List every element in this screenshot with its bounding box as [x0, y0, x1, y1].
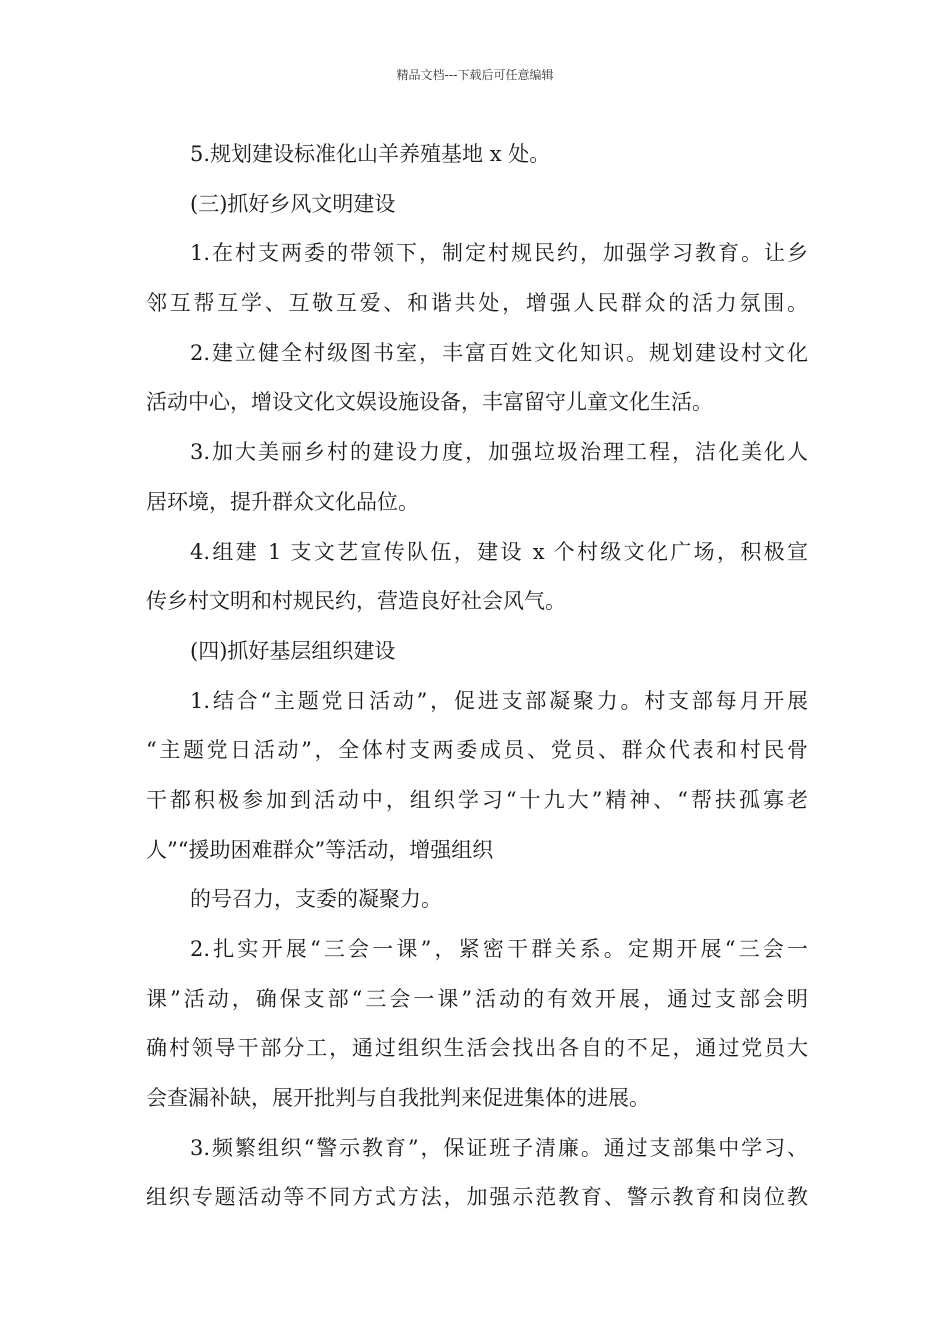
paragraph-line: 2.扎实开展“三会一课”，紧密干群关系。定期开展“三会一: [190, 937, 808, 961]
paragraph-line: 人”“援助困难群众”等活动，增强组织: [146, 837, 494, 862]
paragraph-line: 1.在村支两委的带领下，制定村规民约，加强学习教育。让乡: [190, 241, 808, 266]
paragraph-line: 传乡村文明和村规民约，营造良好社会风气。: [146, 589, 566, 614]
section-heading-rural-civilization: (三)抓好乡风文明建设: [190, 191, 396, 216]
paragraph-line: 1.结合“主题党日活动”，促进支部凝聚力。村支部每月开展: [190, 688, 808, 713]
paragraph-line: 3.频繁组织“警示教育”，保证班子清廉。通过支部集中学习、: [190, 1135, 808, 1160]
paragraph-line: 3.加大美丽乡村的建设力度，加强垃圾治理工程，洁化美化人: [190, 440, 808, 465]
paragraph-line: 会查漏补缺，展开批判与自我批判来促进集体的进展。: [146, 1086, 650, 1111]
paragraph-line: 课”活动，确保支部“三会一课”活动的有效开展，通过支部会明: [146, 986, 808, 1011]
item-5-goat-base: 5.规划建设标准化山羊养殖基地 x 处。: [190, 142, 551, 166]
paragraph-line: 活动中心，增设文化文娱设施设备，丰富留守儿童文化生活。: [146, 390, 713, 415]
paragraph-line: 确村领导干部分工，通过组织生活会找出各自的不足，通过党员大: [146, 1036, 808, 1061]
paragraph-line: 2.建立健全村级图书室，丰富百姓文化知识。规划建设村文化: [190, 340, 808, 365]
section-heading-grassroots-organization: (四)抓好基层组织建设: [190, 638, 396, 663]
paragraph-line: 组织专题活动等不同方式方法，加强示范教育、警示教育和岗位教: [146, 1185, 808, 1210]
paragraph-line: 邻互帮互学、互敬互爱、和谐共处，增强人民群众的活力氛围。: [146, 291, 808, 316]
paragraph-line: 居环境，提升群众文化品位。: [146, 489, 419, 514]
document-body: [146, 130, 808, 1223]
page-header: 精品文档---下载后可任意编辑: [396, 68, 554, 82]
paragraph-line: 的号召力，支委的凝聚力。: [190, 887, 442, 912]
paragraph-line: “主题党日活动”，全体村支两委成员、党员、群众代表和村民骨: [146, 738, 808, 763]
paragraph-line: 4.组建 1 支文艺宣传队伍，建设 x 个村级文化广场，积极宣: [190, 539, 808, 564]
paragraph-line: 干都积极参加到活动中，组织学习“十九大”精神、“帮扶孤寡老: [146, 787, 808, 812]
